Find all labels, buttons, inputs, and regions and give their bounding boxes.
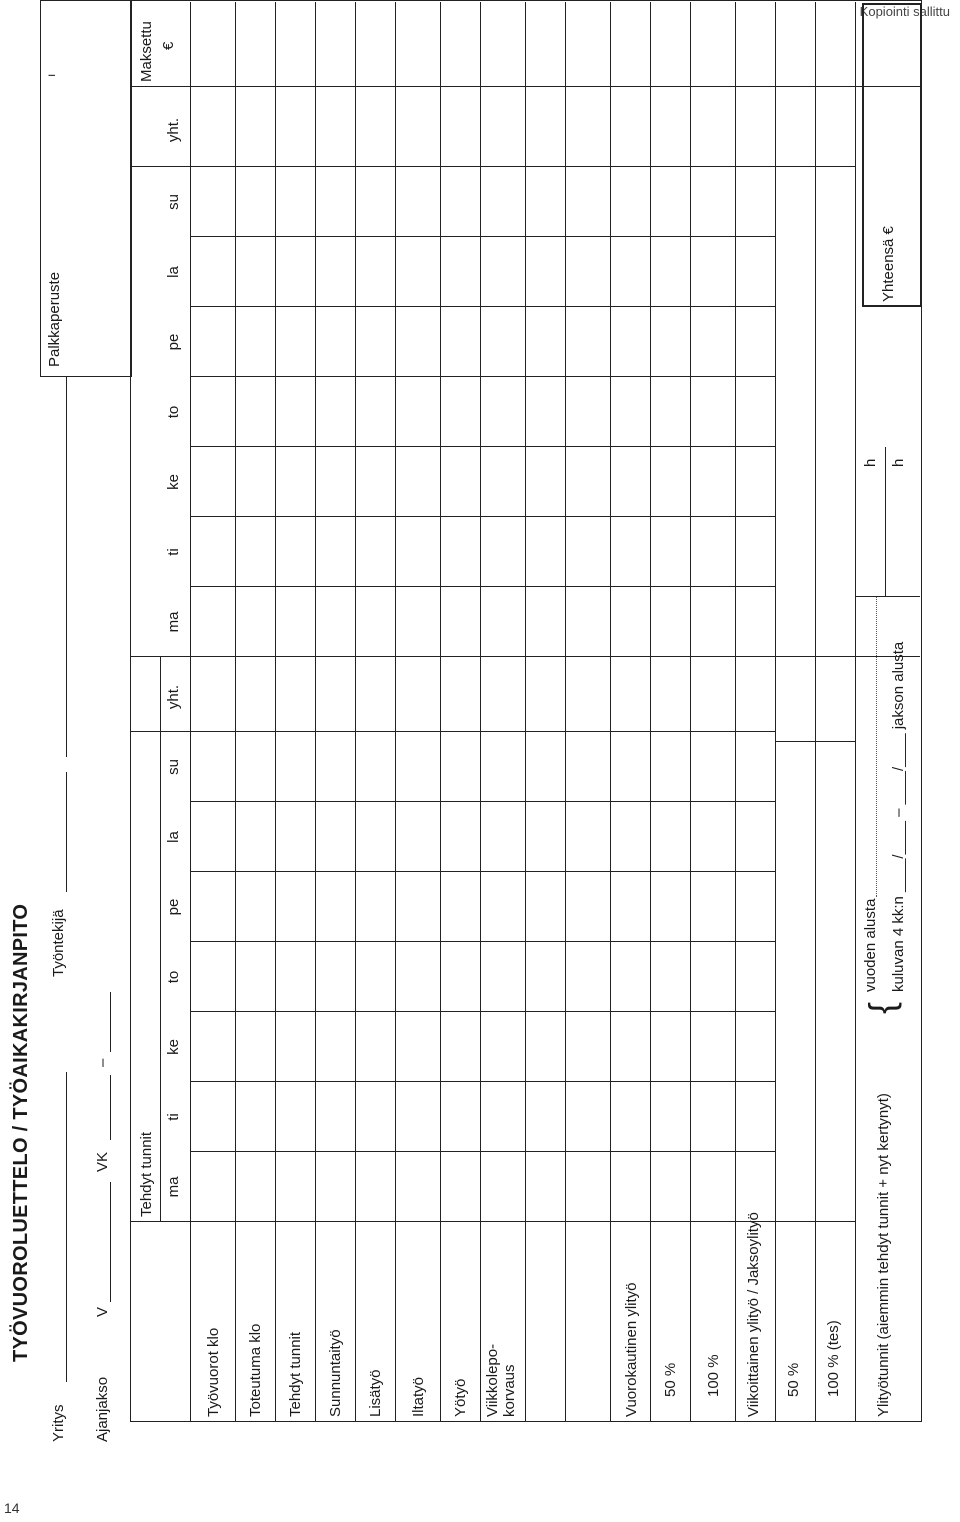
row-line: [565, 2, 566, 1422]
h-unit-1: h: [862, 458, 879, 467]
col-line: [190, 306, 775, 307]
maksettu-euro: €: [160, 41, 177, 50]
main-table: [130, 0, 922, 1422]
yhteensa-label: Yhteensä €: [880, 226, 897, 302]
col-line: [190, 446, 775, 447]
row-iltatyo: Iltatyö: [410, 1376, 427, 1417]
day-to-2: to: [165, 405, 182, 419]
vk-field-1[interactable]: [110, 1075, 111, 1140]
row-line: [355, 2, 356, 1422]
row-toteutuma: Toteutuma klo: [247, 1323, 264, 1417]
vk-dash: –: [94, 1058, 111, 1067]
day-ti-1: ti: [165, 1113, 182, 1121]
row-line: [690, 2, 691, 1422]
col-line: [130, 731, 775, 732]
row-v100: 100 %: [705, 1354, 722, 1397]
row-lisatyo: Lisätyö: [367, 1369, 384, 1417]
vuoden-alusta-field[interactable]: [876, 597, 877, 897]
yritys-field[interactable]: [66, 1072, 67, 1382]
col-line: [775, 741, 855, 742]
day-la-1: la: [165, 831, 182, 843]
row-sunnuntaityo: Sunnuntaityö: [327, 1329, 344, 1417]
row-ylityotunnit: Ylityötunnit (aiemmin tehdyt tunnit + nyt kertynyt): [875, 1093, 892, 1417]
row-tyovuorot: Työvuorot klo: [205, 1327, 222, 1417]
tick-mark: ı: [44, 73, 58, 77]
tyontekija-field[interactable]: [66, 772, 67, 892]
col-line: [855, 596, 920, 597]
page-number: 14: [4, 1500, 20, 1516]
row-viikkolepo-2: korvaus: [501, 1364, 518, 1417]
brace: {: [861, 1001, 902, 1014]
day-la-2: la: [165, 266, 182, 278]
row-line: [775, 2, 776, 1422]
row-line: [855, 2, 856, 1422]
day-su-1: su: [165, 759, 182, 775]
row-line: [885, 447, 886, 597]
day-ke-1: ke: [165, 1039, 182, 1055]
day-ma-1: ma: [165, 1176, 182, 1198]
row-vuorokautinen: Vuorokautinen ylityö: [623, 1282, 640, 1417]
row-w50: 50 %: [785, 1362, 802, 1397]
palkkaperuste-label: Palkkaperuste: [46, 271, 63, 367]
vk-label: VK: [94, 1151, 111, 1172]
col-line: [130, 166, 775, 167]
v-label: V: [94, 1306, 111, 1317]
tyontekija-field-2[interactable]: [66, 377, 67, 757]
row-line: [395, 2, 396, 1422]
tehdyt-tunnit-header: Tehdyt tunnit: [138, 1131, 155, 1217]
day-ke-2: ke: [165, 474, 182, 490]
row-line: [610, 2, 611, 1422]
col-line: [190, 801, 775, 802]
day-yht-2: yht.: [165, 117, 182, 143]
day-ti-2: ti: [165, 548, 182, 556]
row-line: [525, 2, 526, 1422]
row-v50: 50 %: [662, 1362, 679, 1397]
day-to-1: to: [165, 970, 182, 984]
day-pe-2: pe: [165, 333, 182, 351]
col-line: [190, 1081, 775, 1082]
row-viikoittainen: Viikoittainen ylityö / Jaksoylityö: [745, 1212, 762, 1417]
day-su-2: su: [165, 194, 182, 210]
row-viikkolepo-1: Viikkolepo-: [484, 1343, 501, 1417]
row-line: [735, 2, 736, 1422]
maksettu-label: Maksettu: [138, 21, 155, 82]
day-yht-1: yht.: [165, 684, 182, 710]
row-line: [440, 2, 441, 1422]
col-line: [190, 236, 775, 237]
col-line: [190, 1151, 775, 1152]
col-line: [775, 1221, 855, 1222]
ajanjakso-label: Ajanjakso: [94, 1376, 111, 1442]
col-line: [190, 1011, 775, 1012]
yritys-label: Yritys: [50, 1404, 67, 1442]
row-line: [815, 2, 816, 1422]
kuluvan-label: kuluvan 4 kk:n ____/____ – ____/____ jakson alusta: [890, 641, 907, 992]
day-pe-1: pe: [165, 898, 182, 916]
col-line: [190, 941, 775, 942]
row-line: [315, 2, 316, 1422]
label-col-divider: [130, 1221, 775, 1222]
col-line: [190, 516, 775, 517]
row-line: [650, 2, 651, 1422]
tyontekija-label: Työntekijä: [50, 909, 67, 977]
day-ma-2: ma: [165, 611, 182, 633]
col-line: [775, 166, 855, 167]
form-title: TYÖVUOROLUETTELO / TYÖAIKAKIRJANPITO: [10, 903, 32, 1362]
row-line: [480, 2, 481, 1422]
h-unit-2: h: [890, 458, 907, 467]
row-line: [235, 2, 236, 1422]
vuoden-alusta-label: vuoden alusta: [862, 898, 879, 992]
copy-permission-note: Kopiointi sallittu: [859, 4, 950, 19]
col-line: [190, 376, 775, 377]
row-yotyo: Yötyö: [452, 1378, 469, 1417]
col-line: [190, 586, 775, 587]
row-line: [190, 2, 191, 1422]
row-line: [160, 657, 161, 1222]
v-field[interactable]: [110, 1182, 111, 1302]
row-tehdyt: Tehdyt tunnit: [287, 1331, 304, 1417]
row-w100: 100 % (tes): [825, 1320, 842, 1397]
col-line: [190, 871, 775, 872]
vk-field-2[interactable]: [110, 992, 111, 1052]
row-line: [275, 2, 276, 1422]
